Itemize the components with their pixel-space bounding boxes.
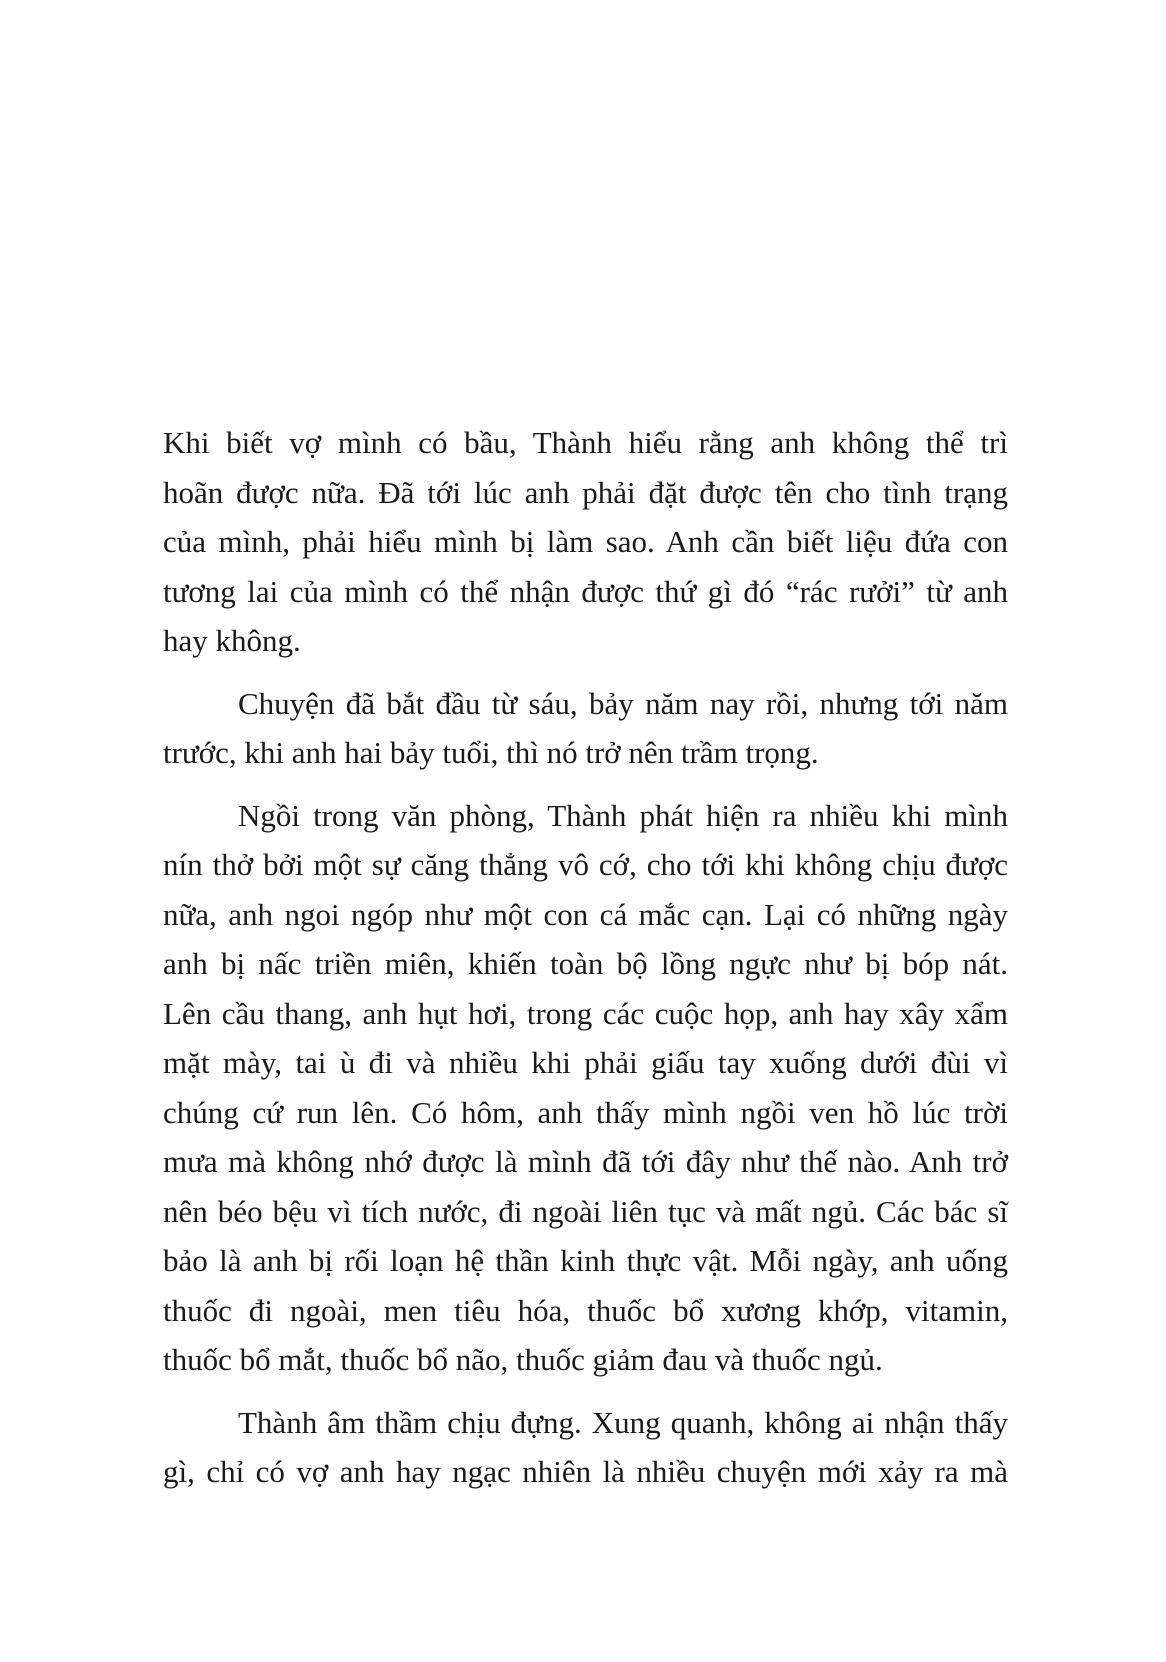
- text-line: của mình, phải hiểu mình bị làm sao. Anh cần biết liệu đứa con: [163, 524, 1008, 559]
- paragraph: [163, 679, 1008, 778]
- text-line: mặt mày, tai ù đi và nhiều khi phải giấu tay xuống dưới đùi vì: [163, 1045, 1008, 1080]
- text-line: Chuyện đã bắt đầu từ sáu, bảy năm nay rồi, nhưng tới năm: [238, 685, 1008, 721]
- text-line: Lên cầu thang, anh hụt hơi, trong các cuộc họp, anh hay xây xẩm: [163, 995, 1008, 1031]
- text-line: thuốc bổ mắt, thuốc bổ não, thuốc giảm đau và thuốc ngủ.: [163, 1342, 883, 1377]
- text-line: bảo là anh bị rối loạn hệ thần kinh thực vật. Mỗi ngày, anh uống: [163, 1243, 1008, 1278]
- text-line: mưa mà không nhớ được là mình đã tới đây như thế nào. Anh trở: [163, 1144, 1008, 1179]
- text-line: Khi biết vợ mình có bầu, Thành hiểu rằng anh không thể trì: [163, 425, 1008, 460]
- text-line: thuốc đi ngoài, men tiêu hóa, thuốc bổ xương khớp, vitamin,: [163, 1292, 1008, 1328]
- text-line: hay không.: [163, 623, 301, 658]
- paragraph: [163, 418, 1008, 666]
- paragraph: [163, 791, 1008, 1385]
- text-line: nữa, anh ngoi ngóp như một con cá mắc cạn. Lại có những ngày: [163, 896, 1008, 932]
- text-line: tương lai của mình có thể nhận được thứ gì đó “rác rưởi” từ anh: [163, 573, 1008, 609]
- text-line: chúng cứ run lên. Có hôm, anh thấy mình ngồi ven hồ lúc trời: [163, 1094, 1008, 1130]
- text-line: nên béo bệu vì tích nước, đi ngoài liên tục và mất ngủ. Các bác sĩ: [163, 1193, 1008, 1229]
- text-line: Thành âm thầm chịu đựng. Xung quanh, không ai nhận thấy: [238, 1404, 1008, 1440]
- text-line: anh bị nấc triền miên, khiến toàn bộ lồng ngực như bị bóp nát.: [163, 946, 1008, 981]
- body-text: [163, 418, 1008, 1497]
- text-line: hoãn được nữa. Đã tới lúc anh phải đặt được tên cho tình trạng: [163, 474, 1008, 510]
- text-line: gì, chỉ có vợ anh hay ngạc nhiên là nhiều chuyện mới xảy ra mà: [163, 1454, 1008, 1489]
- text-line: trước, khi anh hai bảy tuổi, thì nó trở nên trầm trọng.: [163, 735, 819, 770]
- text-line: nín thở bởi một sự căng thẳng vô cớ, cho tới khi không chịu được: [163, 847, 1008, 882]
- text-line: Ngồi trong văn phòng, Thành phát hiện ra nhiều khi mình: [238, 797, 1008, 833]
- paragraph: [163, 1398, 1008, 1497]
